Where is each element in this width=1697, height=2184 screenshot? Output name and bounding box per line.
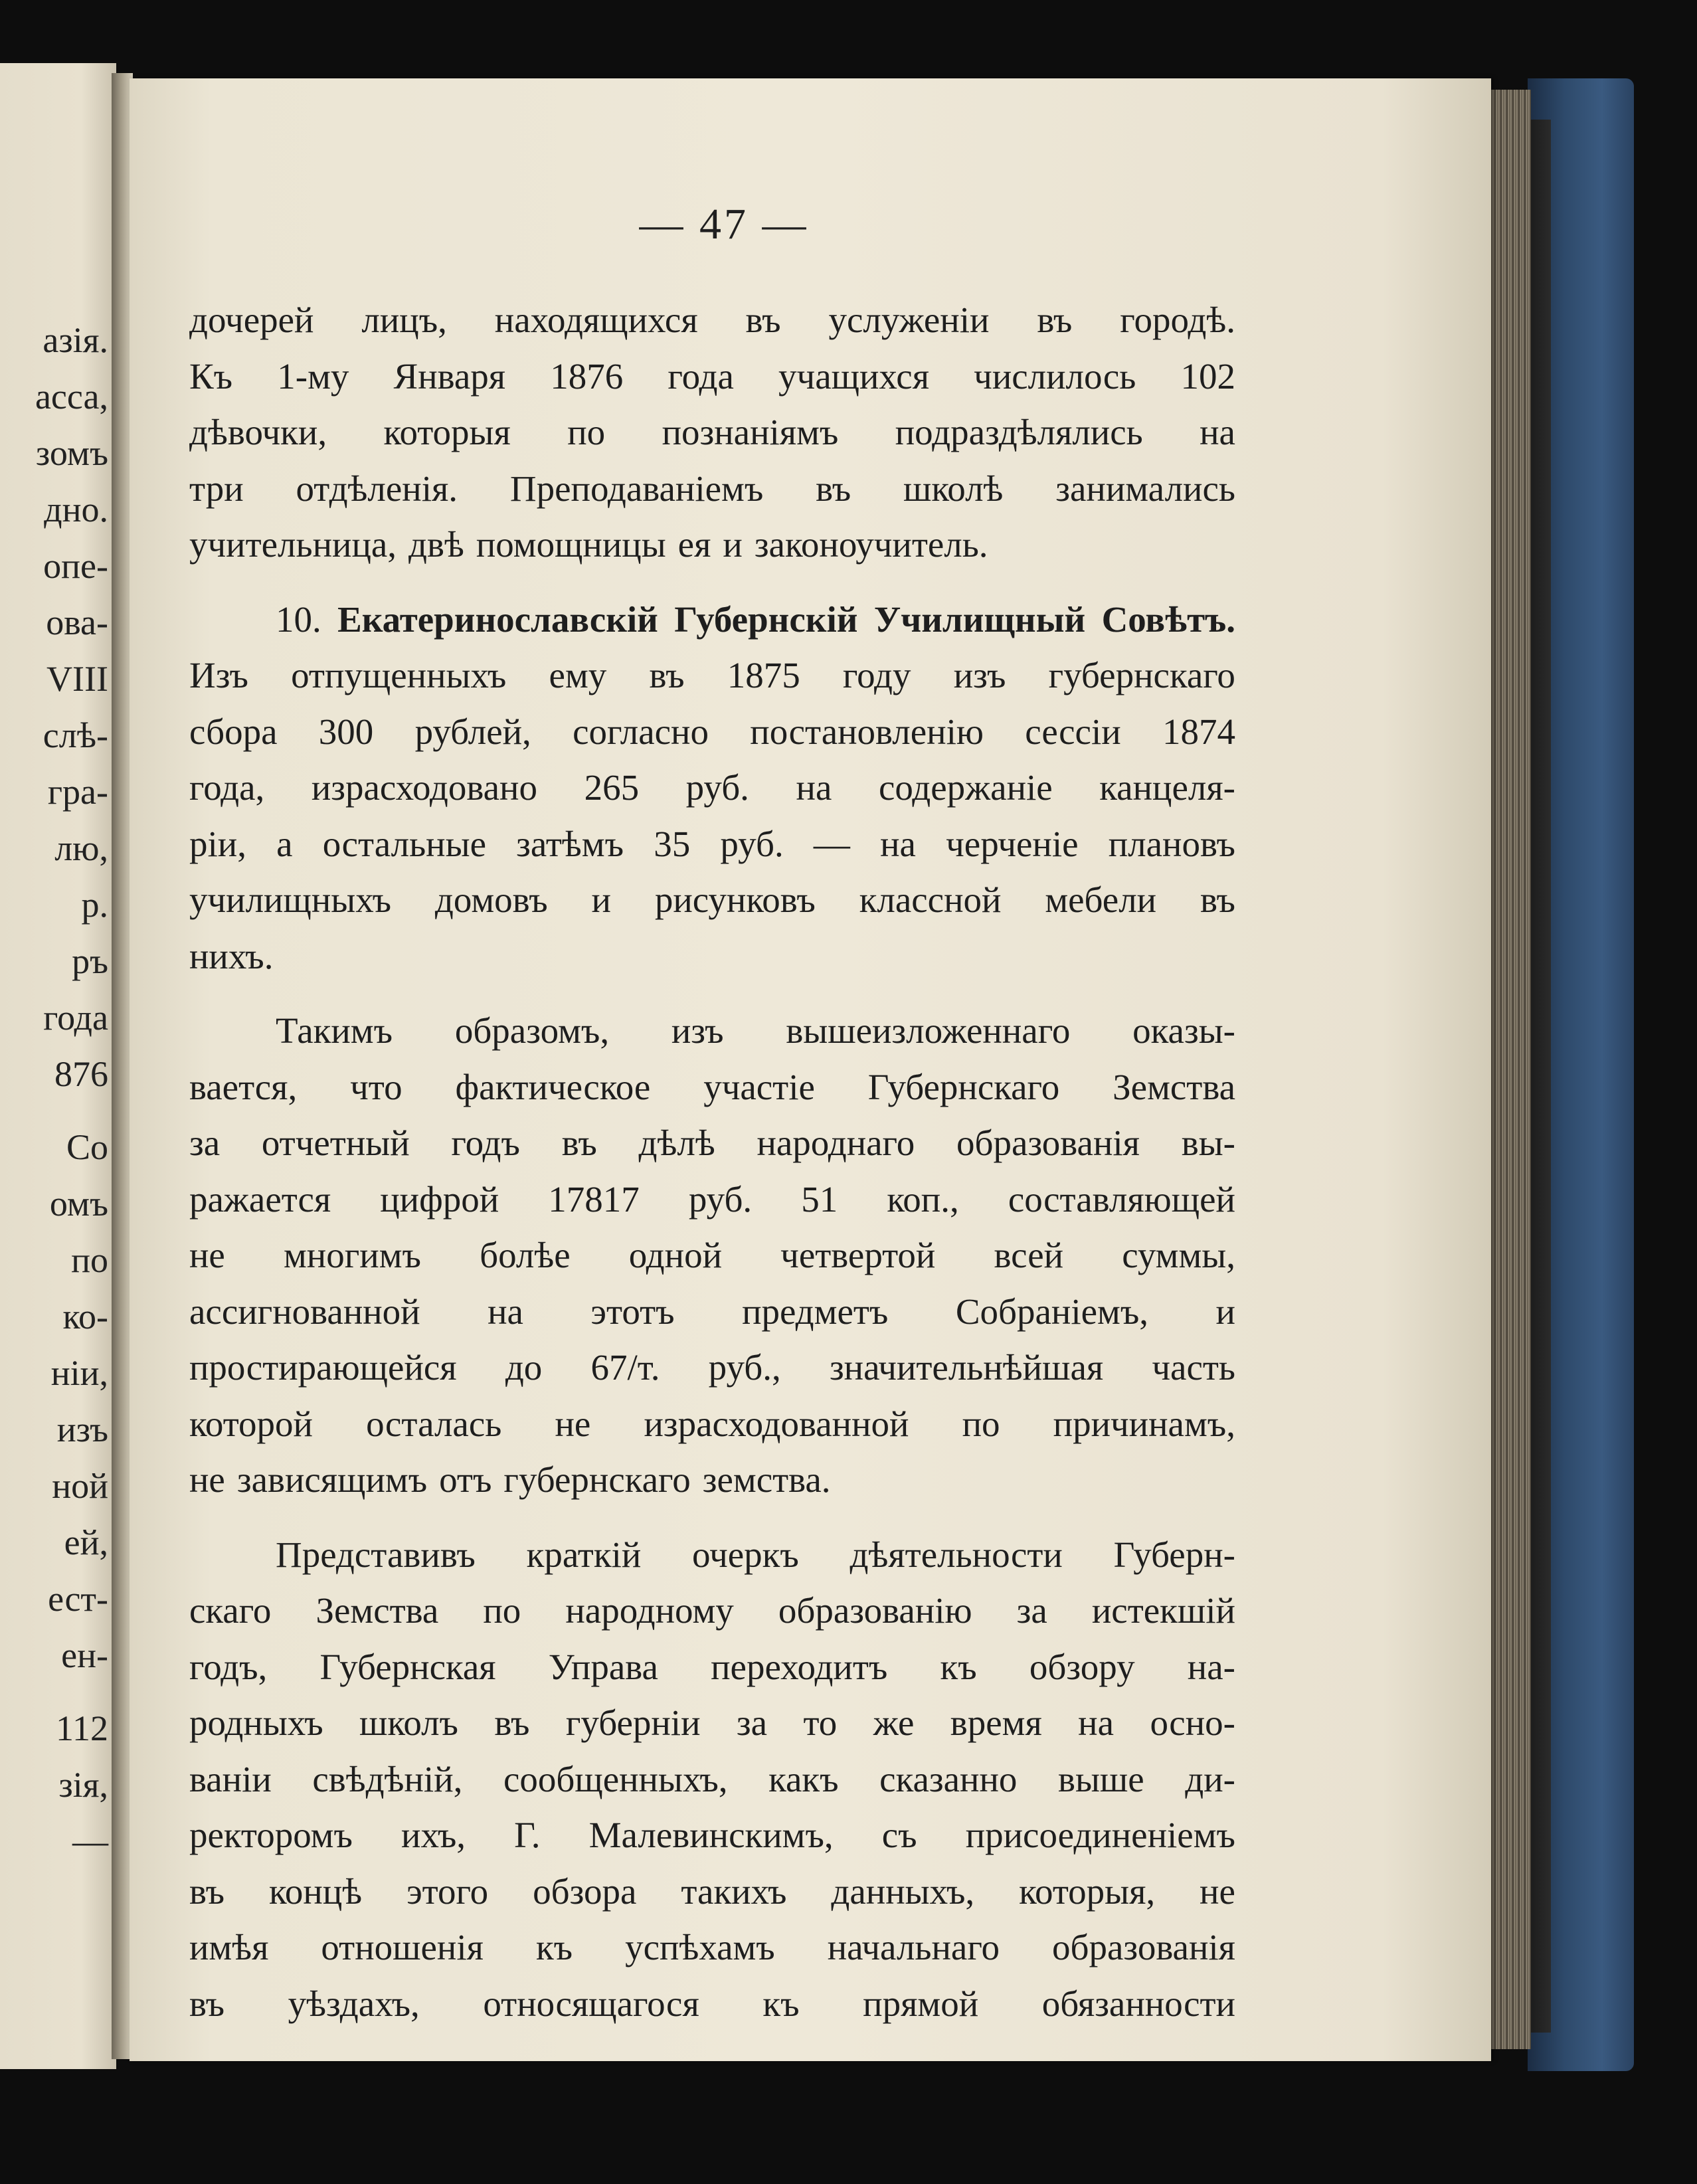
word: очеркъ xyxy=(692,1534,799,1575)
word: городѣ. xyxy=(1120,300,1235,340)
word: за xyxy=(1016,1590,1047,1631)
left-page-fragment: зія, xyxy=(58,1765,108,1805)
word: краткій xyxy=(526,1534,642,1575)
word: плановъ xyxy=(1108,823,1235,864)
word: народнаго xyxy=(757,1123,915,1163)
word: въ xyxy=(561,1123,597,1163)
text-line xyxy=(189,1003,1235,1059)
word: по xyxy=(567,412,606,452)
word: въ xyxy=(816,468,851,509)
word: вы- xyxy=(1181,1123,1235,1163)
text-line xyxy=(189,1807,1235,1864)
word: четвертой xyxy=(780,1235,936,1275)
word: года, xyxy=(189,767,265,808)
word: одной xyxy=(628,1235,723,1275)
text-line xyxy=(189,929,1235,985)
word: обзору xyxy=(1029,1646,1135,1687)
word: ректоромъ xyxy=(189,1815,353,1855)
word: года xyxy=(668,355,734,397)
word: домовъ xyxy=(434,879,548,920)
text-line xyxy=(189,405,1235,461)
word: не xyxy=(1200,1870,1235,1912)
word: вается, xyxy=(189,1066,298,1107)
word: а xyxy=(276,823,293,864)
word: годъ xyxy=(451,1123,520,1163)
word: относящагося xyxy=(483,1983,699,2024)
word: этого xyxy=(406,1870,489,1912)
word: классной xyxy=(859,879,1002,920)
text-line xyxy=(189,704,1235,761)
word: время xyxy=(950,1702,1042,1743)
word: содержаніе xyxy=(878,767,1053,808)
word: отчетный xyxy=(261,1123,410,1163)
left-page-fragment: ова- xyxy=(46,602,108,642)
word: коп., xyxy=(887,1178,959,1220)
word: сообщенныхъ, xyxy=(503,1758,728,1799)
word: ріи, xyxy=(189,823,246,864)
word: 300 xyxy=(318,711,374,752)
word: по xyxy=(962,1403,1000,1444)
word: по xyxy=(483,1590,521,1631)
word: 1874 xyxy=(1162,711,1235,752)
text-line xyxy=(189,1284,1235,1340)
word: 35 xyxy=(654,823,691,864)
text-line xyxy=(189,760,1235,816)
word: на xyxy=(488,1291,523,1332)
word: подраздѣлялись xyxy=(895,412,1143,452)
word: то xyxy=(803,1702,838,1743)
left-page-fragment: ръ xyxy=(72,941,108,981)
left-page-fragment: асса, xyxy=(35,377,108,416)
word: отдѣленія. xyxy=(296,468,458,509)
word: такихъ xyxy=(681,1870,787,1912)
word: образованія xyxy=(1052,1927,1235,1967)
word: губернскаго xyxy=(503,1459,691,1500)
word: въ xyxy=(745,300,781,340)
text-line xyxy=(189,1583,1235,1639)
word: помощницы xyxy=(476,524,666,565)
word: не xyxy=(189,1459,225,1500)
text-line xyxy=(189,1920,1235,1976)
word: образованія xyxy=(956,1123,1140,1163)
word: въ xyxy=(494,1702,530,1743)
word: выше xyxy=(1057,1758,1144,1799)
word: вышеизложеннаго xyxy=(786,1010,1071,1051)
left-page-fragment: омъ xyxy=(49,1184,108,1224)
text-line xyxy=(189,1172,1235,1228)
word: лицъ, xyxy=(361,300,447,340)
word: осно- xyxy=(1150,1702,1235,1743)
word: обязанности xyxy=(1041,1983,1235,2024)
word: ражается xyxy=(189,1178,331,1220)
word: числилось xyxy=(974,355,1136,397)
word: образомъ, xyxy=(454,1010,610,1051)
word: рублей, xyxy=(414,711,531,752)
left-page-fragment: ей, xyxy=(64,1522,108,1562)
text-line xyxy=(189,1452,1235,1508)
word: фактическое xyxy=(455,1066,651,1107)
word: значительнѣйшая xyxy=(829,1347,1104,1388)
page-text xyxy=(189,292,1235,2032)
word: не xyxy=(189,1235,225,1275)
word: 17817 xyxy=(548,1178,640,1220)
left-page-fragment: лю, xyxy=(54,828,108,868)
word: многимъ xyxy=(284,1235,421,1275)
left-page-fragment: р. xyxy=(81,885,108,925)
word: нихъ. xyxy=(189,935,274,976)
word: всей xyxy=(994,1235,1064,1275)
left-page-fragment: ніи, xyxy=(50,1353,108,1393)
left-page-fragment: ест- xyxy=(48,1579,108,1619)
word: на xyxy=(1200,412,1235,452)
word: этотъ xyxy=(590,1291,675,1332)
word: познаніямъ xyxy=(662,412,839,452)
word: часть xyxy=(1152,1347,1235,1388)
word: которой xyxy=(189,1403,313,1444)
word: что xyxy=(350,1066,402,1107)
word: съ xyxy=(881,1815,917,1855)
word: прямой xyxy=(863,1983,979,2024)
text-line xyxy=(189,1228,1235,1284)
word: мебели xyxy=(1045,879,1157,920)
word: Января xyxy=(393,355,506,397)
text-line xyxy=(189,1976,1235,2033)
word: дочерей xyxy=(189,300,314,340)
word: какъ xyxy=(768,1758,839,1799)
word: учительница, xyxy=(189,524,397,565)
text-line xyxy=(189,1695,1235,1752)
word: образованію xyxy=(778,1590,972,1631)
word: Губернскій xyxy=(674,598,858,640)
word: 51 xyxy=(801,1178,838,1220)
word: дѣятельности xyxy=(849,1534,1063,1575)
word: оказы- xyxy=(1132,1010,1235,1051)
word: изъ xyxy=(953,655,1006,695)
word: родныхъ xyxy=(189,1702,323,1743)
left-page-fragment: ко- xyxy=(62,1297,108,1336)
word: составляющей xyxy=(1008,1178,1235,1220)
text-line xyxy=(189,292,1235,349)
word: школѣ xyxy=(903,468,1004,509)
text-line xyxy=(189,1752,1235,1808)
text-line xyxy=(189,349,1235,405)
word: успѣхамъ xyxy=(625,1927,775,1967)
word: и xyxy=(1215,1291,1235,1332)
text-line xyxy=(189,872,1235,929)
left-page-fragment: изъ xyxy=(56,1410,108,1449)
left-page-fragment: Со xyxy=(66,1127,108,1167)
text-line xyxy=(189,1340,1235,1396)
word: имѣя xyxy=(189,1927,269,1967)
word: и xyxy=(723,524,743,565)
word: которыя, xyxy=(1019,1870,1156,1912)
word: ея xyxy=(677,524,711,565)
word: Собраніемъ, xyxy=(955,1291,1149,1332)
word: руб. xyxy=(720,823,784,864)
paragraph-gap xyxy=(189,984,1235,1003)
word: три xyxy=(189,468,244,509)
word: Г. xyxy=(514,1815,541,1855)
text-line xyxy=(189,648,1235,704)
word: же xyxy=(873,1702,915,1743)
word: годъ, xyxy=(189,1646,268,1687)
word: предметъ xyxy=(742,1291,889,1332)
word: на xyxy=(880,823,916,864)
left-page-fragment: дно. xyxy=(44,490,108,529)
word: 67/т. xyxy=(590,1347,660,1388)
word: Губерн- xyxy=(1113,1534,1235,1575)
word: данныхъ, xyxy=(831,1870,975,1912)
paragraph-gap xyxy=(189,573,1235,592)
text-line xyxy=(189,1059,1235,1116)
text-line xyxy=(189,1639,1235,1696)
word: Совѣтъ. xyxy=(1101,598,1235,640)
word: на xyxy=(1078,1702,1115,1743)
word: Представивъ xyxy=(276,1534,476,1575)
text-line xyxy=(189,517,1235,573)
word: въ xyxy=(1200,879,1235,920)
word: законоучитель. xyxy=(754,524,988,565)
text-line xyxy=(189,1396,1235,1453)
word: уѣздахъ, xyxy=(288,1983,420,2024)
word: отношенія xyxy=(321,1927,484,1967)
word: сессіи xyxy=(1025,711,1121,752)
word: къ xyxy=(940,1646,977,1687)
word: Малевинскимъ, xyxy=(588,1815,834,1855)
left-page-fragment: гра- xyxy=(47,772,108,812)
left-page-fragment: 876 xyxy=(54,1054,108,1094)
word: присоединеніемъ xyxy=(965,1815,1235,1855)
word: переходитъ xyxy=(711,1646,888,1687)
word: цифрой xyxy=(380,1178,499,1220)
word: въ xyxy=(649,655,685,695)
word: израсходованной xyxy=(644,1403,909,1444)
word: причинамъ, xyxy=(1053,1403,1235,1444)
word: рисунковъ xyxy=(654,879,816,920)
word: на xyxy=(796,767,832,808)
text-line xyxy=(189,1527,1235,1584)
paragraph-gap xyxy=(189,1508,1235,1527)
word: сбора xyxy=(189,711,278,752)
word: 1875 xyxy=(727,655,800,695)
word: и xyxy=(591,879,611,920)
word: 1-му xyxy=(277,355,349,397)
left-page-fragment: года xyxy=(43,998,108,1038)
word: Такимъ xyxy=(276,1010,393,1051)
word: къ xyxy=(762,1983,800,2024)
left-page-fragment: слѣ- xyxy=(43,715,108,755)
word: затѣмъ xyxy=(516,823,624,864)
word: губернскаго xyxy=(1048,655,1235,695)
word: согласно xyxy=(573,711,709,752)
word: начальнаго xyxy=(827,1927,1000,1967)
word: дѣвочки, xyxy=(189,412,327,452)
word: руб. xyxy=(685,767,749,808)
word: постановленію xyxy=(750,711,984,752)
word: черченіе xyxy=(946,823,1079,864)
word: ему xyxy=(549,655,607,695)
word: Изъ xyxy=(189,655,248,695)
word: ваніи xyxy=(189,1758,272,1799)
word: отъ xyxy=(439,1459,492,1500)
word: 102 xyxy=(1180,355,1235,397)
word: губерніи xyxy=(565,1702,701,1743)
word: Къ xyxy=(189,355,233,397)
word: Екатеринославскій xyxy=(337,598,658,640)
word: услуженіи xyxy=(828,300,990,340)
word: скаго xyxy=(189,1590,272,1631)
left-page-fragment: по xyxy=(71,1240,108,1280)
word: участіе xyxy=(703,1066,815,1107)
word: суммы, xyxy=(1122,1235,1235,1275)
word: Управа xyxy=(548,1646,658,1687)
word: за xyxy=(736,1702,768,1743)
word: свѣдѣній, xyxy=(312,1758,463,1799)
word: руб. xyxy=(688,1178,753,1220)
word: зависящимъ xyxy=(236,1459,428,1500)
left-page-fragment: азія. xyxy=(43,320,108,360)
word: до xyxy=(505,1347,543,1388)
left-page-fragment: VIII xyxy=(46,659,108,699)
word: канцеля- xyxy=(1099,767,1235,808)
word: находящихся xyxy=(494,300,698,340)
text-line xyxy=(189,592,1235,648)
word: болѣе xyxy=(480,1235,571,1275)
word: Преподаваніемъ xyxy=(509,468,764,509)
word: ихъ, xyxy=(401,1815,466,1855)
left-page-fragment: ной xyxy=(52,1466,108,1506)
text-line xyxy=(189,1115,1235,1172)
word: 10. xyxy=(276,598,321,640)
word: дѣлѣ xyxy=(638,1123,715,1163)
left-page-fragment: ен- xyxy=(61,1635,108,1675)
word: простирающейся xyxy=(189,1347,457,1388)
word: ди- xyxy=(1185,1758,1235,1799)
page-number: — 47 — xyxy=(639,200,809,248)
word: за xyxy=(189,1123,221,1163)
word: двѣ xyxy=(408,524,464,565)
word: осталась xyxy=(366,1403,502,1444)
word: отпущенныхъ xyxy=(291,655,507,695)
word: занимались xyxy=(1055,468,1235,509)
word: Училищный xyxy=(873,598,1086,640)
word: земства. xyxy=(702,1459,831,1500)
text-line xyxy=(189,461,1235,517)
page-edges xyxy=(1491,90,1531,2049)
word: — xyxy=(813,823,850,864)
word: на- xyxy=(1187,1646,1235,1687)
word: Земства xyxy=(1113,1066,1235,1107)
word: Земства xyxy=(315,1590,439,1631)
word: въ xyxy=(189,1983,225,2024)
word: концѣ xyxy=(268,1870,363,1912)
word: истекшій xyxy=(1091,1590,1235,1631)
word: 1876 xyxy=(550,355,624,397)
word: въ xyxy=(189,1870,225,1912)
left-page-fragment: зомъ xyxy=(35,433,108,473)
word: учащихся xyxy=(778,355,930,397)
word: израсходовано xyxy=(311,767,537,808)
left-page-fragment: 112 xyxy=(56,1708,108,1748)
word: Губернскаго xyxy=(867,1066,1060,1107)
word: Губернская xyxy=(319,1646,496,1687)
book-cover-inner xyxy=(1528,120,1551,2033)
text-line xyxy=(189,1864,1235,1920)
word: обзора xyxy=(533,1870,637,1912)
word: къ xyxy=(535,1927,573,1967)
left-page-fragment: опе- xyxy=(43,546,108,586)
word: школъ xyxy=(359,1702,458,1743)
left-page-fragment: — xyxy=(72,1821,108,1861)
word: изъ xyxy=(671,1010,724,1051)
word: народному xyxy=(565,1590,734,1631)
word: руб., xyxy=(708,1347,781,1388)
word: училищныхъ xyxy=(189,879,392,920)
word: которыя xyxy=(383,412,511,452)
word: 265 xyxy=(584,767,640,808)
word: остальные xyxy=(322,823,486,864)
word: году xyxy=(842,655,911,695)
text-line xyxy=(189,816,1235,873)
left-page xyxy=(0,63,116,2069)
word: ассигнованной xyxy=(189,1291,420,1332)
word: сказанно xyxy=(879,1758,1018,1799)
word: въ xyxy=(1037,300,1073,340)
word: не xyxy=(555,1403,591,1444)
